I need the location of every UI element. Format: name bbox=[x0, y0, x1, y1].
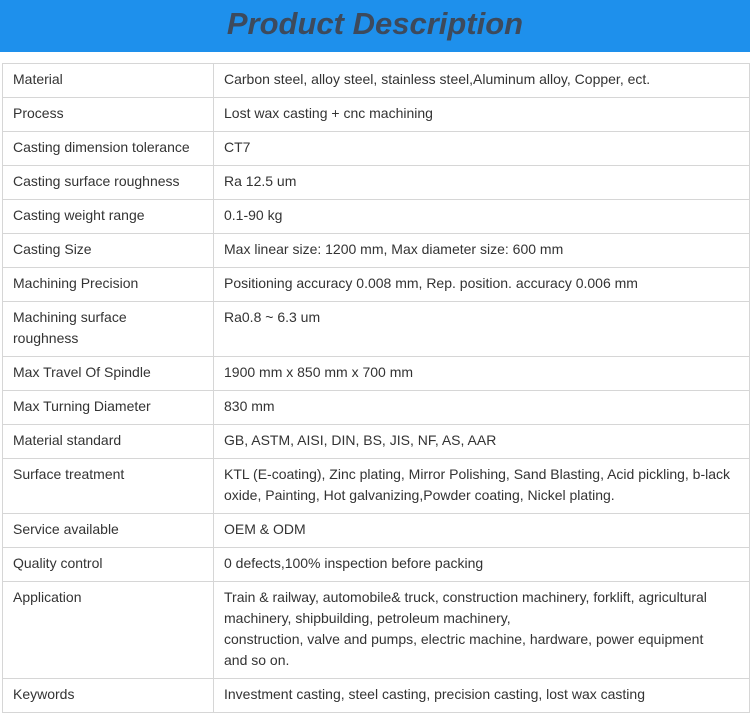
row-label-line: Material standard bbox=[13, 432, 122, 448]
table-row bbox=[3, 391, 750, 425]
row-label-line: Machining Precision bbox=[13, 275, 139, 291]
row-label-line: Application bbox=[13, 589, 82, 605]
row-label bbox=[3, 425, 214, 459]
row-label bbox=[3, 200, 214, 234]
row-label-line: Casting weight range bbox=[13, 207, 145, 223]
table-row bbox=[3, 268, 750, 302]
row-value bbox=[214, 268, 750, 302]
row-value bbox=[214, 357, 750, 391]
row-label bbox=[3, 582, 214, 679]
row-label-line: Casting surface roughness bbox=[13, 173, 180, 189]
row-value-line: Train & railway, automobile& truck, construction machinery, forklift, agricultural bbox=[224, 589, 707, 605]
row-label-line: Material bbox=[13, 71, 63, 87]
row-value bbox=[214, 132, 750, 166]
row-value bbox=[214, 302, 750, 357]
row-label bbox=[3, 64, 214, 98]
table-row bbox=[3, 98, 750, 132]
row-value-line: Positioning accuracy 0.008 mm, Rep. position. accuracy 0.006 mm bbox=[224, 275, 638, 291]
table-row bbox=[3, 166, 750, 200]
row-label-line: Max Turning Diameter bbox=[13, 398, 151, 414]
row-value-line: Carbon steel, alloy steel, stainless steel,Aluminum alloy, Copper, ect. bbox=[224, 71, 651, 87]
row-value bbox=[214, 425, 750, 459]
row-value bbox=[214, 514, 750, 548]
row-label bbox=[3, 98, 214, 132]
row-value-line: 0 defects,100% inspection before packing bbox=[224, 555, 484, 571]
table-row bbox=[3, 64, 750, 98]
row-value-line: machinery, shipbuilding, petroleum machinery, bbox=[224, 610, 511, 626]
row-label bbox=[3, 268, 214, 302]
row-value-line: OEM & ODM bbox=[224, 521, 306, 537]
row-value-line: KTL (E-coating), Zinc plating, Mirror Polishing, Sand Blasting, Acid pickling, b-lack bbox=[224, 466, 731, 482]
row-label bbox=[3, 234, 214, 268]
row-value bbox=[214, 64, 750, 98]
row-value bbox=[214, 459, 750, 514]
row-label bbox=[3, 302, 214, 357]
row-value-line: Max linear size: 1200 mm, Max diameter size: 600 mm bbox=[224, 241, 564, 257]
row-label bbox=[3, 548, 214, 582]
row-value bbox=[214, 98, 750, 132]
row-value-line: oxide, Painting, Hot galvanizing,Powder coating, Nickel plating. bbox=[224, 487, 615, 503]
row-label-line: Service available bbox=[13, 521, 119, 537]
row-label-line: Casting Size bbox=[13, 241, 92, 257]
row-label-line: Process bbox=[13, 105, 64, 121]
row-value bbox=[214, 234, 750, 268]
row-label bbox=[3, 391, 214, 425]
row-label bbox=[3, 514, 214, 548]
spec-table bbox=[2, 63, 750, 713]
spec-table-body bbox=[3, 64, 750, 713]
row-value bbox=[214, 679, 750, 713]
row-label bbox=[3, 132, 214, 166]
row-value-line: and so on. bbox=[224, 652, 290, 668]
row-label-line: Quality control bbox=[13, 555, 103, 571]
row-value bbox=[214, 391, 750, 425]
table-row bbox=[3, 357, 750, 391]
row-value-line: 1900 mm x 850 mm x 700 mm bbox=[224, 364, 414, 380]
table-row bbox=[3, 425, 750, 459]
table-row bbox=[3, 234, 750, 268]
row-label-line: roughness bbox=[13, 330, 79, 346]
table-row bbox=[3, 514, 750, 548]
table-row bbox=[3, 459, 750, 514]
row-value-line: Ra 12.5 um bbox=[224, 173, 297, 189]
row-value bbox=[214, 582, 750, 679]
header-banner bbox=[0, 0, 750, 52]
row-value bbox=[214, 200, 750, 234]
table-row bbox=[3, 679, 750, 713]
row-value-line: Lost wax casting + cnc machining bbox=[224, 105, 433, 121]
row-value-line: GB, ASTM, AISI, DIN, BS, JIS, NF, AS, AAR bbox=[224, 432, 497, 448]
row-label-line: Keywords bbox=[13, 686, 75, 702]
table-row bbox=[3, 582, 750, 679]
row-label-line: Casting dimension tolerance bbox=[13, 139, 190, 155]
row-label bbox=[3, 166, 214, 200]
table-row bbox=[3, 132, 750, 166]
row-value-line: Ra0.8 ~ 6.3 um bbox=[224, 309, 321, 325]
table-row bbox=[3, 302, 750, 357]
row-value-line: Investment casting, steel casting, precision casting, lost wax casting bbox=[224, 686, 645, 702]
row-value-line: 830 mm bbox=[224, 398, 275, 414]
row-label-line: Surface treatment bbox=[13, 466, 125, 482]
page-title: Product Description bbox=[226, 6, 524, 41]
row-value bbox=[214, 548, 750, 582]
row-value-line: construction, valve and pumps, electric machine, hardware, power equipment bbox=[224, 631, 704, 647]
row-label-line: Machining surface bbox=[13, 309, 127, 325]
row-value bbox=[214, 166, 750, 200]
row-label bbox=[3, 679, 214, 713]
row-label bbox=[3, 459, 214, 514]
row-value-line: 0.1-90 kg bbox=[224, 207, 283, 223]
table-row bbox=[3, 548, 750, 582]
table-row bbox=[3, 200, 750, 234]
row-value-line: CT7 bbox=[224, 139, 251, 155]
row-label-line: Max Travel Of Spindle bbox=[13, 364, 151, 380]
row-label bbox=[3, 357, 214, 391]
